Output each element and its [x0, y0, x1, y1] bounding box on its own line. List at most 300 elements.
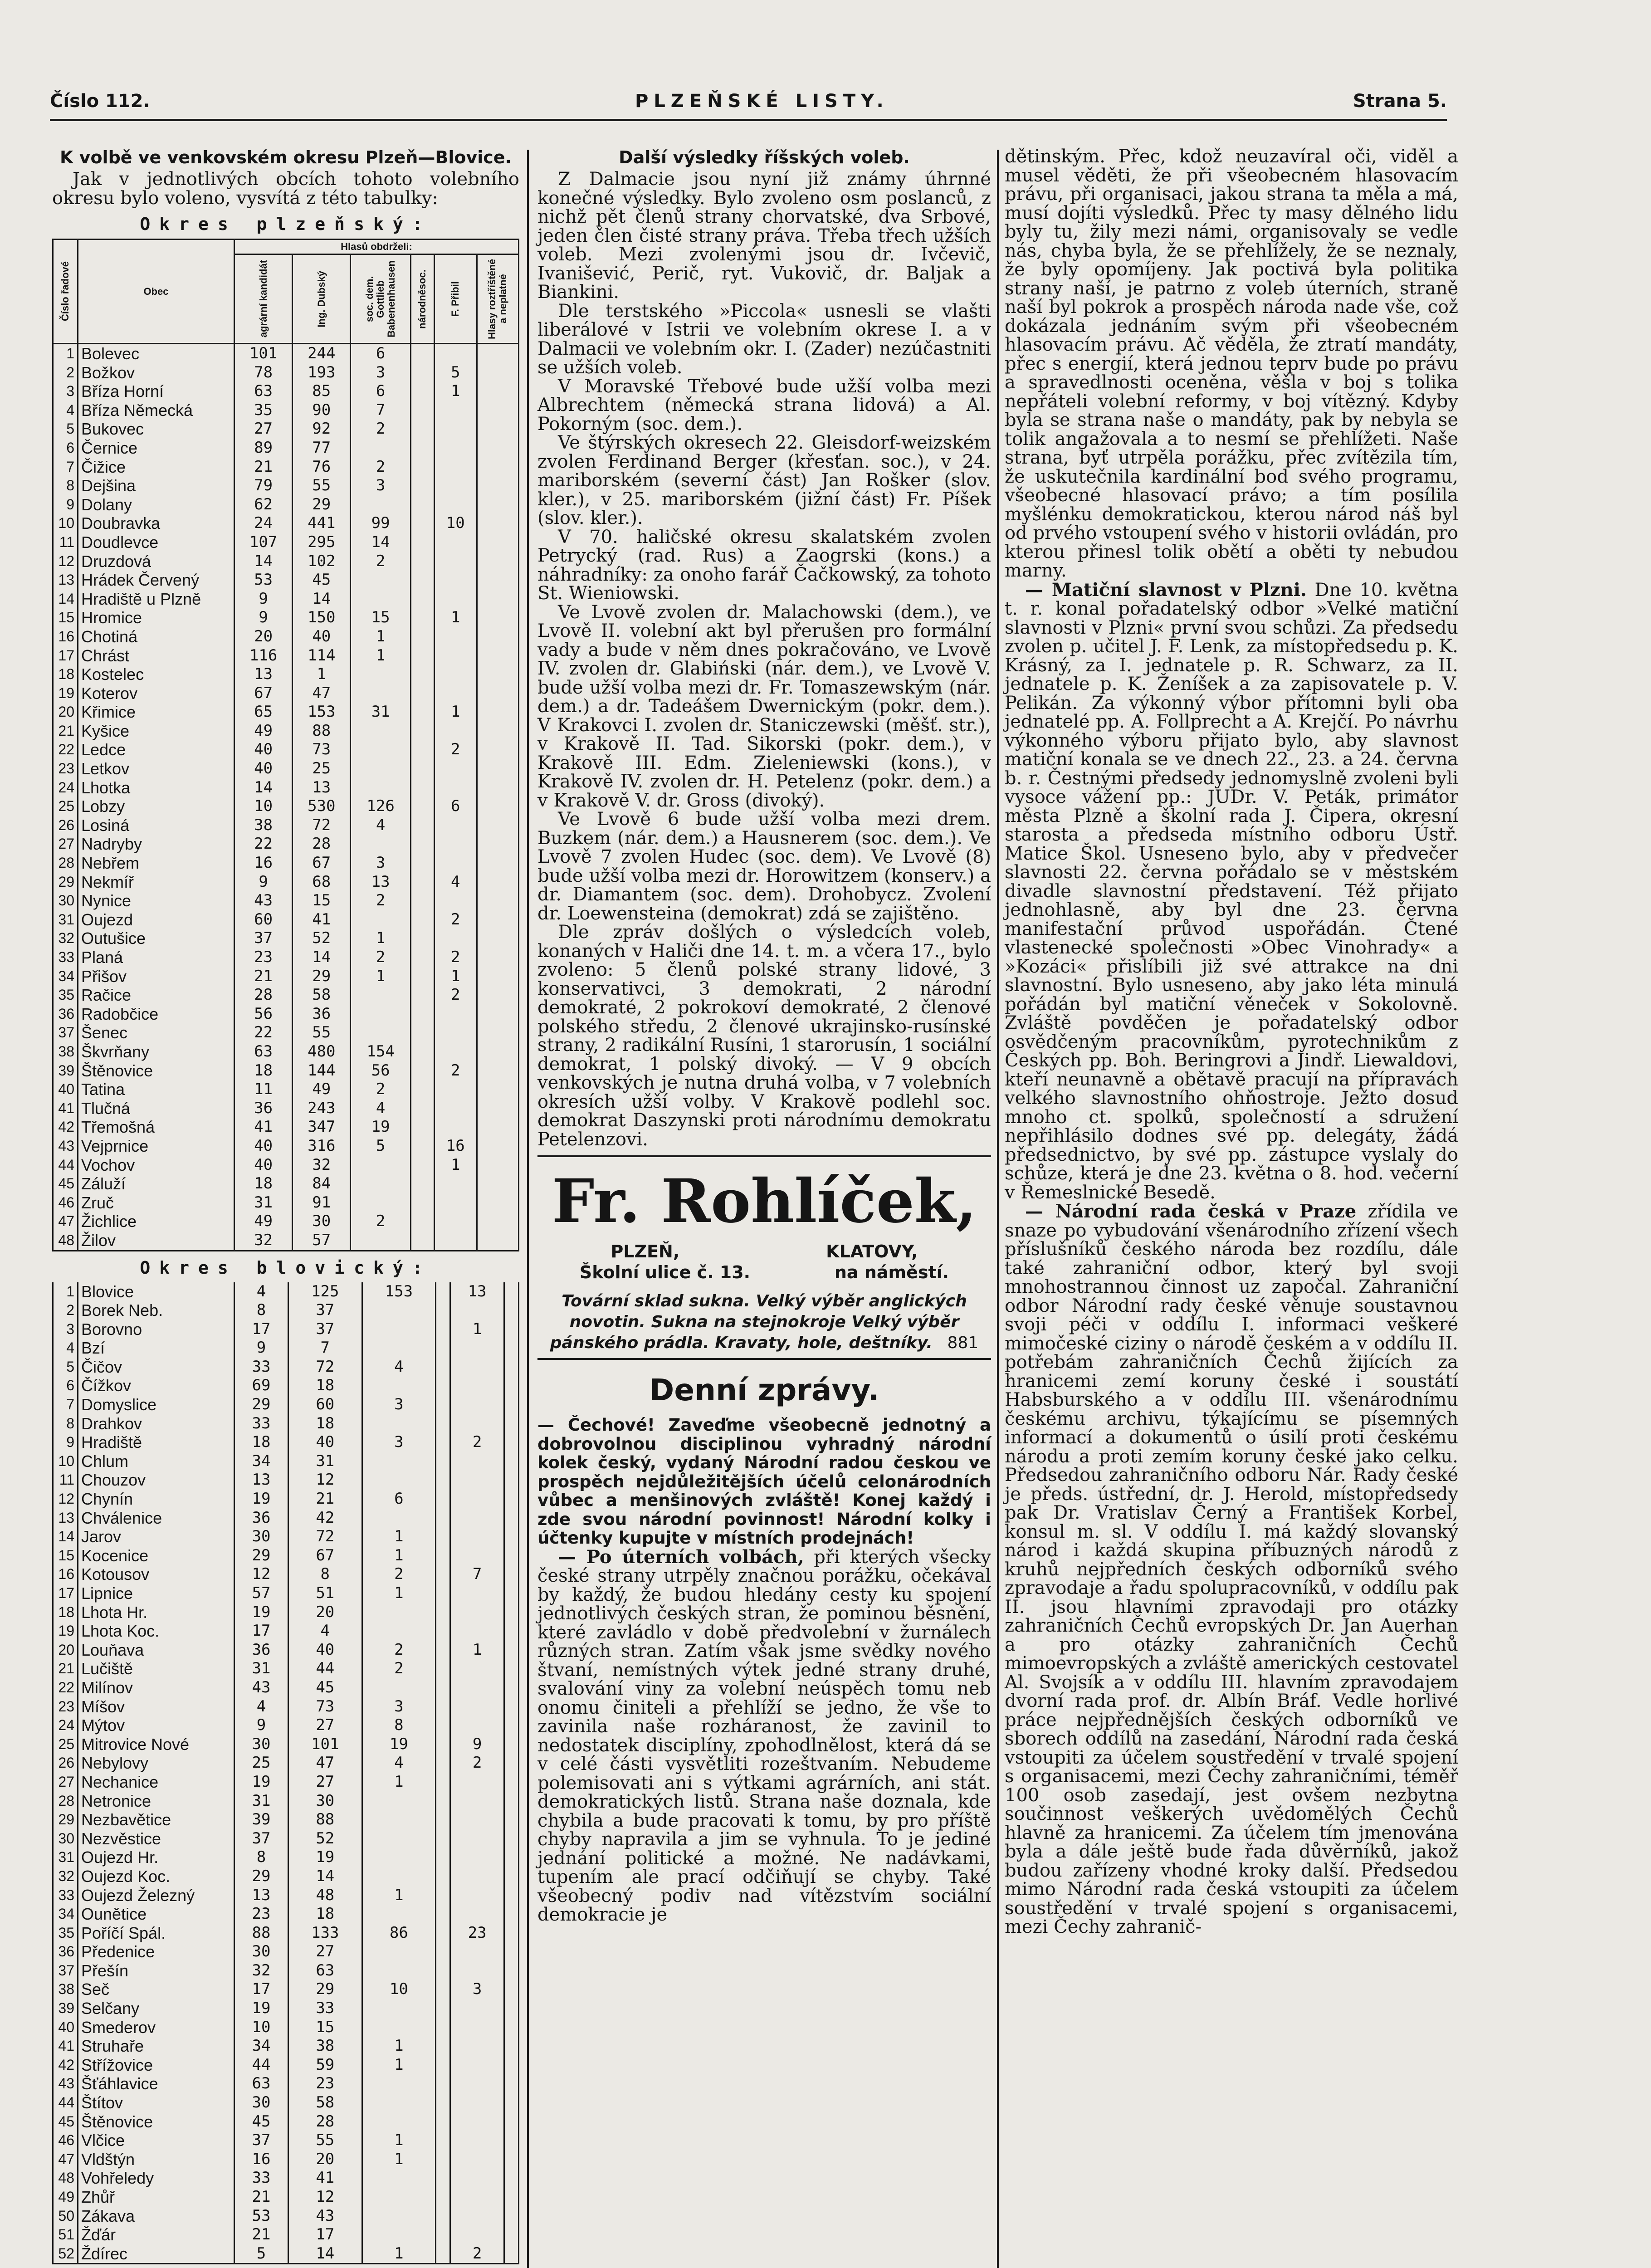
vote-count — [434, 533, 477, 552]
vote-count: 1 — [450, 1320, 504, 1339]
vote-count — [504, 1659, 519, 1678]
table-row — [53, 476, 519, 495]
vote-count — [362, 2225, 436, 2244]
vote-count: 18 — [288, 1376, 362, 1395]
table-row — [53, 420, 519, 439]
vote-count — [436, 2244, 450, 2264]
vote-count — [504, 1999, 519, 2018]
municipality-name: Bříza Německá — [78, 401, 234, 420]
table-row — [53, 2131, 519, 2150]
vote-count: 1 — [362, 2056, 436, 2075]
municipality-name: Smederov — [78, 2018, 234, 2037]
vote-count — [450, 2074, 504, 2093]
vote-count — [434, 1042, 477, 1061]
vote-count: 84 — [293, 1174, 351, 1193]
vote-count: 1 — [362, 2131, 436, 2150]
vote-count: 32 — [234, 1961, 288, 1980]
vote-count — [477, 835, 518, 854]
vote-count — [504, 1942, 519, 1961]
vote-count: 9 — [234, 873, 293, 892]
table-row — [53, 1999, 519, 2018]
vote-count — [504, 2037, 519, 2056]
table-row — [53, 2169, 519, 2188]
vote-count — [434, 835, 477, 854]
news-paragraph: — Po úterních volbách, při kterých všecky české strany utrpěly značnou porážku, očekával by každý, že budou hledány cesty ku spojení jednotlivých českých stran, že pominou běsnění, které zavládlo v době předvolební v žurnálech různých stran. Zatím však jsme svědky nového štvaní, nemístných výtek jedné strany druhé, svalování viny za volební neúspěch tomu neb onomu činiteli a přehlíží se jedno, že vše to zavinila naše rozháranost, že zavinil to nedostatek disciplíny, zpohodlnělost, která dá se v celé části vysvětliti rozeštvaním. Nebudeme polemisovati ani s výtkami agrárních, ani stát. demokratických listů. Strana naše doznala, kde chybila a bude pracovati k tomu, by pro příště chyby napravila a jim se vyhnula. To je jediné jednání politické a možné. Ne nadávkami, tupením ale prací odčiňují se chyby. Také všeobecný podiv nad vítězstvím sociální demokracie je — [537, 1546, 992, 1925]
municipality-name: Nezbavětice — [78, 1810, 234, 1829]
vote-count — [436, 1810, 450, 1829]
vote-count — [410, 1080, 434, 1099]
row-index: 40 — [53, 2018, 78, 2037]
vote-count: 10 — [234, 797, 293, 816]
row-index: 5 — [53, 420, 78, 439]
vote-count — [434, 684, 477, 703]
vote-count: 31 — [351, 703, 411, 722]
vote-count: 6 — [434, 797, 477, 816]
vote-count: 1 — [362, 2244, 436, 2264]
row-index: 9 — [53, 1433, 78, 1452]
vote-count: 2 — [351, 1212, 411, 1231]
vote-count — [410, 1156, 434, 1175]
vote-count: 37 — [288, 1320, 362, 1339]
vote-count: 4 — [351, 816, 411, 835]
vote-count — [436, 2188, 450, 2207]
table-row — [53, 590, 519, 609]
table-row — [53, 910, 519, 929]
municipality-name: Vldštýn — [78, 2150, 234, 2169]
vote-count: 21 — [234, 2188, 288, 2207]
vote-count — [436, 1867, 450, 1886]
vote-count: 21 — [234, 458, 293, 477]
vote-count — [477, 476, 518, 495]
vote-count: 2 — [362, 1641, 436, 1660]
vote-count: 90 — [293, 401, 351, 420]
vote-count — [362, 2188, 436, 2207]
vote-count — [477, 420, 518, 439]
vote-count — [436, 2074, 450, 2093]
vote-count: 1 — [293, 665, 351, 684]
vote-count: 8 — [288, 1565, 362, 1584]
row-index: 14 — [53, 590, 78, 609]
table-row — [53, 1980, 519, 1999]
vote-count: 40 — [234, 759, 293, 778]
row-index: 9 — [53, 495, 78, 514]
vote-count — [351, 986, 411, 1005]
vote-count: 45 — [234, 2112, 288, 2131]
row-index: 41 — [53, 2037, 78, 2056]
vote-count: 14 — [288, 2244, 362, 2264]
article-paragraph: Z Dalmacie jsou nyní již známy úhrnné konečné výsledky. Bylo zvoleno osm poslanců, z nichž pět členů strany chorvatské, dva Srbové, jeden člen čisté strany práva. Třeba třech užších voleb. Mezi zvolenými jsou dr. Ivčevič, Ivanišević, Perič, ryt. Vukovič, dr. Baljak a Biankini. — [537, 169, 991, 303]
vote-count — [434, 1099, 477, 1118]
vote-count — [362, 2207, 436, 2226]
vote-count — [504, 2056, 519, 2075]
vote-count — [436, 2037, 450, 2056]
vote-count — [477, 1005, 518, 1024]
row-index: 50 — [53, 2207, 78, 2226]
vote-count: 88 — [234, 1924, 288, 1943]
municipality-name: Zákava — [78, 2207, 234, 2226]
row-index: 46 — [53, 2131, 78, 2150]
table-row — [53, 1509, 519, 1528]
vote-count: 107 — [234, 533, 293, 552]
vote-count: 35 — [234, 401, 293, 420]
vote-count: 125 — [288, 1282, 362, 1301]
vote-count — [410, 1042, 434, 1061]
news-paragraph: dětinským. Přec, kdož neuzavíral oči, viděl a musel věděti, že při všeobecném hlasovacím právu, při organisaci, jakou strana ta měla a má, musí dojíti výsledků. Přec ty masy dělného lidu byly tu, žily mezi námi, organisovaly se vedle nás, chyba byla, že se přehlížely, že se neznaly, že byly opomíjeny. Jak poctivá byla politika strany naší, je patrno z voleb úterních, straně naší byl pokrok a prospěch národa nade vše, což dokázala jednáním svým při všeobecném hlasovacím právu. Ač věděla, že ztratí mandáty, přec s energií, která jednou teprv bude po právu a spravedlnosti oceněna, věšla v boj s tolika nepřáteli volební reformy, v boj vítězný. Kdyby byla se strana naše o mandáty, pak by nebyla se tolik angažovala a to nesmí se přehlížeti. Naše strana, byť utrpěla porážku, přec zvítězila tím, že uskutečnila kardinální bod svého programu, všeobecné hlasovací právo; a tím posílila myšlénku demokratickou, kterou národ náš byl od prvého vstoupení svého v historii ovládán, pro kterou přinesl tolik obětí a oběti ty nebudou marny. — [1005, 146, 1458, 581]
table-row — [53, 2037, 519, 2056]
vote-count — [477, 627, 518, 646]
municipality-name: Šťáhlavice — [78, 2074, 234, 2093]
vote-count — [436, 1886, 450, 1905]
vote-count: 23 — [234, 948, 293, 967]
vote-count — [436, 2056, 450, 2075]
vote-count — [351, 1231, 411, 1251]
vote-count: 29 — [293, 495, 351, 514]
vote-count: 6 — [351, 382, 411, 401]
vote-count — [410, 439, 434, 458]
results-table-plzen — [52, 239, 519, 1251]
vote-count: 12 — [288, 2188, 362, 2207]
vote-count: 243 — [293, 1099, 351, 1118]
vote-count: 55 — [293, 1023, 351, 1042]
vote-count — [436, 2169, 450, 2188]
vote-count: 44 — [234, 2056, 288, 2075]
row-index: 7 — [53, 1395, 78, 1414]
vote-count — [436, 1339, 450, 1358]
vote-count — [504, 2150, 519, 2169]
vote-count: 316 — [293, 1137, 351, 1156]
column-divider — [997, 150, 999, 2268]
vote-count — [351, 590, 411, 609]
vote-count — [504, 1376, 519, 1395]
vote-count — [362, 2093, 436, 2112]
vote-count — [450, 1773, 504, 1792]
vote-count: 9 — [234, 608, 293, 627]
vote-count — [436, 1697, 450, 1716]
vote-count: 30 — [234, 1735, 288, 1754]
municipality-name: Borek Neb. — [78, 1301, 234, 1320]
municipality-name: Tlučná — [78, 1099, 234, 1118]
municipality-name: Hradiště — [78, 1433, 234, 1452]
row-index: 42 — [53, 1118, 78, 1137]
row-index: 8 — [53, 476, 78, 495]
table-row — [53, 495, 519, 514]
vote-count: 193 — [293, 363, 351, 382]
vote-count: 154 — [351, 1042, 411, 1061]
municipality-name: Chouzov — [78, 1471, 234, 1490]
vote-count — [450, 2056, 504, 2075]
header-rule — [50, 119, 1447, 121]
municipality-name: Křimice — [78, 703, 234, 722]
row-index: 40 — [53, 1080, 78, 1099]
vote-count: 53 — [234, 2207, 288, 2226]
vote-count: 56 — [351, 1061, 411, 1080]
vote-count: 2 — [351, 420, 411, 439]
vote-count: 1 — [362, 2037, 436, 2056]
row-index: 15 — [53, 608, 78, 627]
vote-count: 14 — [351, 533, 411, 552]
row-index: 27 — [53, 835, 78, 854]
vote-count — [362, 1452, 436, 1471]
vote-count — [410, 627, 434, 646]
vote-count — [436, 1490, 450, 1509]
municipality-name: Doudlevce — [78, 533, 234, 552]
vote-count: 13 — [234, 1471, 288, 1490]
vote-count: 30 — [234, 2093, 288, 2112]
row-index: 47 — [53, 2150, 78, 2169]
table-row — [53, 759, 519, 778]
vote-count: 31 — [234, 1659, 288, 1678]
municipality-name: Kyšice — [78, 722, 234, 741]
vote-count — [450, 1376, 504, 1395]
municipality-name: Chrást — [78, 646, 234, 665]
municipality-name: Radobčice — [78, 1005, 234, 1024]
vote-count: 2 — [434, 740, 477, 759]
vote-count: 22 — [234, 835, 293, 854]
municipality-name: Chválenice — [78, 1509, 234, 1528]
vote-count — [434, 401, 477, 420]
vote-count: 19 — [351, 1118, 411, 1137]
vote-count: 13 — [234, 665, 293, 684]
vote-count: 2 — [434, 948, 477, 967]
municipality-name: Mýtov — [78, 1716, 234, 1735]
table-row — [53, 344, 519, 363]
table-row — [53, 1358, 519, 1377]
news-column-right — [1005, 147, 1458, 1937]
vote-count: 3 — [362, 1433, 436, 1452]
vote-count: 62 — [234, 495, 293, 514]
row-index: 13 — [53, 1509, 78, 1528]
vote-count — [362, 1905, 436, 1924]
table-row — [53, 646, 519, 665]
row-index: 21 — [53, 1659, 78, 1678]
table-row — [53, 967, 519, 986]
vote-count — [434, 1174, 477, 1193]
results-table-blovice — [52, 1282, 519, 2265]
vote-count — [450, 1546, 504, 1565]
vote-count — [410, 533, 434, 552]
municipality-name: Lhota Koc. — [78, 1622, 234, 1641]
vote-count: 2 — [434, 910, 477, 929]
vote-count: 86 — [362, 1924, 436, 1943]
table-row — [53, 778, 519, 797]
table-row — [53, 1156, 519, 1175]
vote-count: 10 — [434, 514, 477, 533]
vote-count: 43 — [234, 891, 293, 910]
vote-count — [504, 2207, 519, 2226]
table-row — [53, 514, 519, 533]
row-index: 26 — [53, 1754, 78, 1773]
vote-count: 16 — [234, 2150, 288, 2169]
vote-count: 2 — [351, 552, 411, 571]
vote-count — [351, 835, 411, 854]
table-row — [53, 1212, 519, 1231]
vote-count — [450, 1810, 504, 1829]
vote-count: 2 — [450, 1433, 504, 1452]
article-paragraph: V Moravské Třebové bude užší volba mezi Albrechtem (německá strana lidová) a Al. Pokorným (soc. dem.). — [537, 376, 991, 435]
vote-count — [504, 1603, 519, 1622]
vote-count — [362, 1810, 436, 1829]
vote-count: 9 — [234, 590, 293, 609]
vote-count — [434, 495, 477, 514]
row-index: 12 — [53, 1490, 78, 1509]
vote-count — [410, 778, 434, 797]
vote-count — [504, 1641, 519, 1660]
vote-count — [410, 684, 434, 703]
vote-count — [436, 1301, 450, 1320]
vote-count: 60 — [288, 1395, 362, 1414]
row-index: 39 — [53, 1061, 78, 1080]
vote-count: 40 — [288, 1433, 362, 1452]
vote-count — [450, 1999, 504, 2018]
municipality-name: Seč — [78, 1980, 234, 1999]
municipality-name: Nebylovy — [78, 1754, 234, 1773]
row-index: 43 — [53, 1137, 78, 1156]
vote-count — [362, 1848, 436, 1867]
vote-count — [504, 1527, 519, 1546]
vote-count: 19 — [288, 1848, 362, 1867]
row-index: 23 — [53, 759, 78, 778]
ad-address: na náměstí. — [834, 1262, 949, 1282]
row-index: 48 — [53, 2169, 78, 2188]
vote-count — [410, 948, 434, 967]
vote-count — [504, 1792, 519, 1811]
table-row — [53, 986, 519, 1005]
vote-count — [434, 929, 477, 948]
row-index: 18 — [53, 665, 78, 684]
vote-count: 36 — [234, 1509, 288, 1528]
vote-count: 9 — [234, 1339, 288, 1358]
vote-count — [351, 759, 411, 778]
table-row — [53, 1565, 519, 1584]
vote-count — [450, 1527, 504, 1546]
table-row — [53, 1339, 519, 1358]
vote-count — [410, 1118, 434, 1137]
vote-count: 49 — [234, 1212, 293, 1231]
vote-count: 21 — [288, 1490, 362, 1509]
vote-count: 14 — [293, 948, 351, 967]
vote-count: 37 — [288, 1301, 362, 1320]
vote-count — [477, 873, 518, 892]
vote-count — [434, 571, 477, 590]
table-row — [53, 1810, 519, 1829]
vote-count — [477, 948, 518, 967]
vote-count — [477, 401, 518, 420]
vote-count — [410, 1174, 434, 1193]
vote-count — [410, 722, 434, 741]
vote-count: 4 — [351, 1099, 411, 1118]
table-row — [53, 1716, 519, 1735]
vote-count — [362, 2018, 436, 2037]
table-row — [53, 1735, 519, 1754]
vote-count — [436, 1395, 450, 1414]
vote-count — [477, 1193, 518, 1212]
municipality-name: Nechanice — [78, 1773, 234, 1792]
vote-count — [477, 703, 518, 722]
vote-count — [450, 2018, 504, 2037]
vote-count: 52 — [288, 1829, 362, 1848]
table-row — [53, 552, 519, 571]
vote-count: 14 — [234, 552, 293, 571]
row-index: 21 — [53, 722, 78, 741]
table-row — [53, 1622, 519, 1641]
municipality-name: Zhůř — [78, 2188, 234, 2207]
vote-count — [362, 1471, 436, 1490]
col-header: Hlasy roztříštěné a neplatné — [477, 254, 518, 344]
news-appeal: — Čechové! Zaveďme všeobecně jednotný a dobrovolnou disciplinou vyhradný národní kolek český, vydaný Národní radou českou ve prospěch nejdůležitějších účelů celonárodních vůbec a menšinových zvláště! Konej každý i zde svou národní povinnost! Národní kolky i účtenky kupujte v místních prodejnách! — [537, 1415, 991, 1548]
vote-count: 2 — [434, 1061, 477, 1080]
vote-count: 17 — [288, 2225, 362, 2244]
row-index: 15 — [53, 1546, 78, 1565]
vote-count — [410, 552, 434, 571]
vote-count: 44 — [288, 1659, 362, 1678]
table-row — [53, 1546, 519, 1565]
vote-count: 13 — [450, 1282, 504, 1301]
news-paragraph: — Národní rada česká v Praze zřídila ve snaze po vybudování všenárodního zřízení všech příslušníků českého národa bez rozdílu, dále také zahraniční odbor, který byl svoji mnohostrannou činnost uz započal. Zahraniční odbor Národní rady české věnuje soustavnou svoji péči v oddílu I. informaci veškeré mimočeské ciziny o národě českém a v oddílu II. potřebám zahraničních Čechů žijících za hranicemi zemí koruny české i soustátí Habsburského a v oddílu III. všenárodnímu českému archivu, týkajícímu se písemných informací a dokumentů o úsilí proti českému národu a proti zemím koruny české jako celku. Předsedou zahraničního odboru Nár. Rady české je předs. ústřední, dr. J. Herold, místopředsedy pak Dr. Vratislav Černý a František Korbel, konsul m. sl. V oddílu I. má každý slovanský národ i každá skupina příbuzných národů z kruhů nejpředních českých odborníků svého zpravodaje a řadu spolupracovníků, v oddílu pak II. jsou hlavními zpravodaji pro otázky zahraničních Čechů evropských Dr. Jan Auerhan a pro otázky zahraničních Čechů mimoevropských a zvláště amerických cestovatel Al. Svojsík a v oddílu III. hlavním zpravodajem dvorní rada prof. dr. Albín Bráf. Vedle horlivé práce nejpřednějších českých odborníků ve sborech oddílů na zasedání, Národní rada česká vstoupiti za účelem soustředění v trvalé spojení s organisacemi, mezi Čechy zahraničními, téměř 100 osob zasedají, jest ovšem nezbytna součinnost veškerých uvědomělých Čechů hlavně za hranicemi. Za účelem tím jmenována byla a dále ještě bude řada důvěrníků, jakož budou zařízeny vhodné kroky další. Předsedou mimo Národní rada česká vstoupiti za účelem soustředění v trvalé spojení s organisacemi, mezi Čechy zahranič- — [1005, 1201, 1458, 1937]
vote-count: 1 — [450, 1641, 504, 1660]
row-index: 35 — [53, 1924, 78, 1943]
municipality-name: Hromice — [78, 608, 234, 627]
vote-count — [351, 1174, 411, 1193]
vote-count — [477, 891, 518, 910]
vote-count — [504, 2244, 519, 2264]
vote-count — [436, 2131, 450, 2150]
vote-count: 101 — [234, 344, 293, 363]
vote-count: 12 — [288, 1471, 362, 1490]
vote-count: 17 — [234, 1320, 288, 1339]
vote-count — [351, 495, 411, 514]
table-row — [53, 1905, 519, 1924]
vote-count — [434, 646, 477, 665]
vote-count — [436, 1905, 450, 1924]
municipality-name: Letkov — [78, 759, 234, 778]
vote-count — [450, 2188, 504, 2207]
municipality-name: Doubravka — [78, 514, 234, 533]
vote-count: 1 — [362, 2150, 436, 2169]
vote-count — [450, 2131, 504, 2150]
col-header: Číslo řadové — [53, 240, 78, 344]
row-index: 7 — [53, 458, 78, 477]
vote-count: 16 — [434, 1137, 477, 1156]
vote-count: 13 — [293, 778, 351, 797]
vote-count: 72 — [288, 1527, 362, 1546]
vote-count — [362, 1414, 436, 1433]
vote-count — [351, 1156, 411, 1175]
table-row — [53, 1414, 519, 1433]
vote-count — [477, 1156, 518, 1175]
table-row — [53, 2056, 519, 2075]
vote-count: 27 — [288, 1716, 362, 1735]
vote-count — [477, 759, 518, 778]
table-row — [53, 1867, 519, 1886]
vote-count — [362, 1961, 436, 1980]
vote-count: 8 — [234, 1848, 288, 1867]
row-index: 31 — [53, 910, 78, 929]
row-index: 45 — [53, 1174, 78, 1193]
vote-count: 480 — [293, 1042, 351, 1061]
vote-count: 19 — [362, 1735, 436, 1754]
row-index: 20 — [53, 703, 78, 722]
vote-count: 4 — [288, 1622, 362, 1641]
vote-count: 441 — [293, 514, 351, 533]
vote-count — [351, 1193, 411, 1212]
vote-count: 6 — [351, 344, 411, 363]
municipality-name: Štítov — [78, 2093, 234, 2112]
vote-count: 38 — [234, 816, 293, 835]
table-row — [53, 1452, 519, 1471]
municipality-name: Dolany — [78, 495, 234, 514]
vote-count — [434, 759, 477, 778]
election-intro: Jak v jednotlivých obcích tohoto volebního okresu bylo voleno, vysvítá z této tabulky: — [52, 169, 519, 209]
